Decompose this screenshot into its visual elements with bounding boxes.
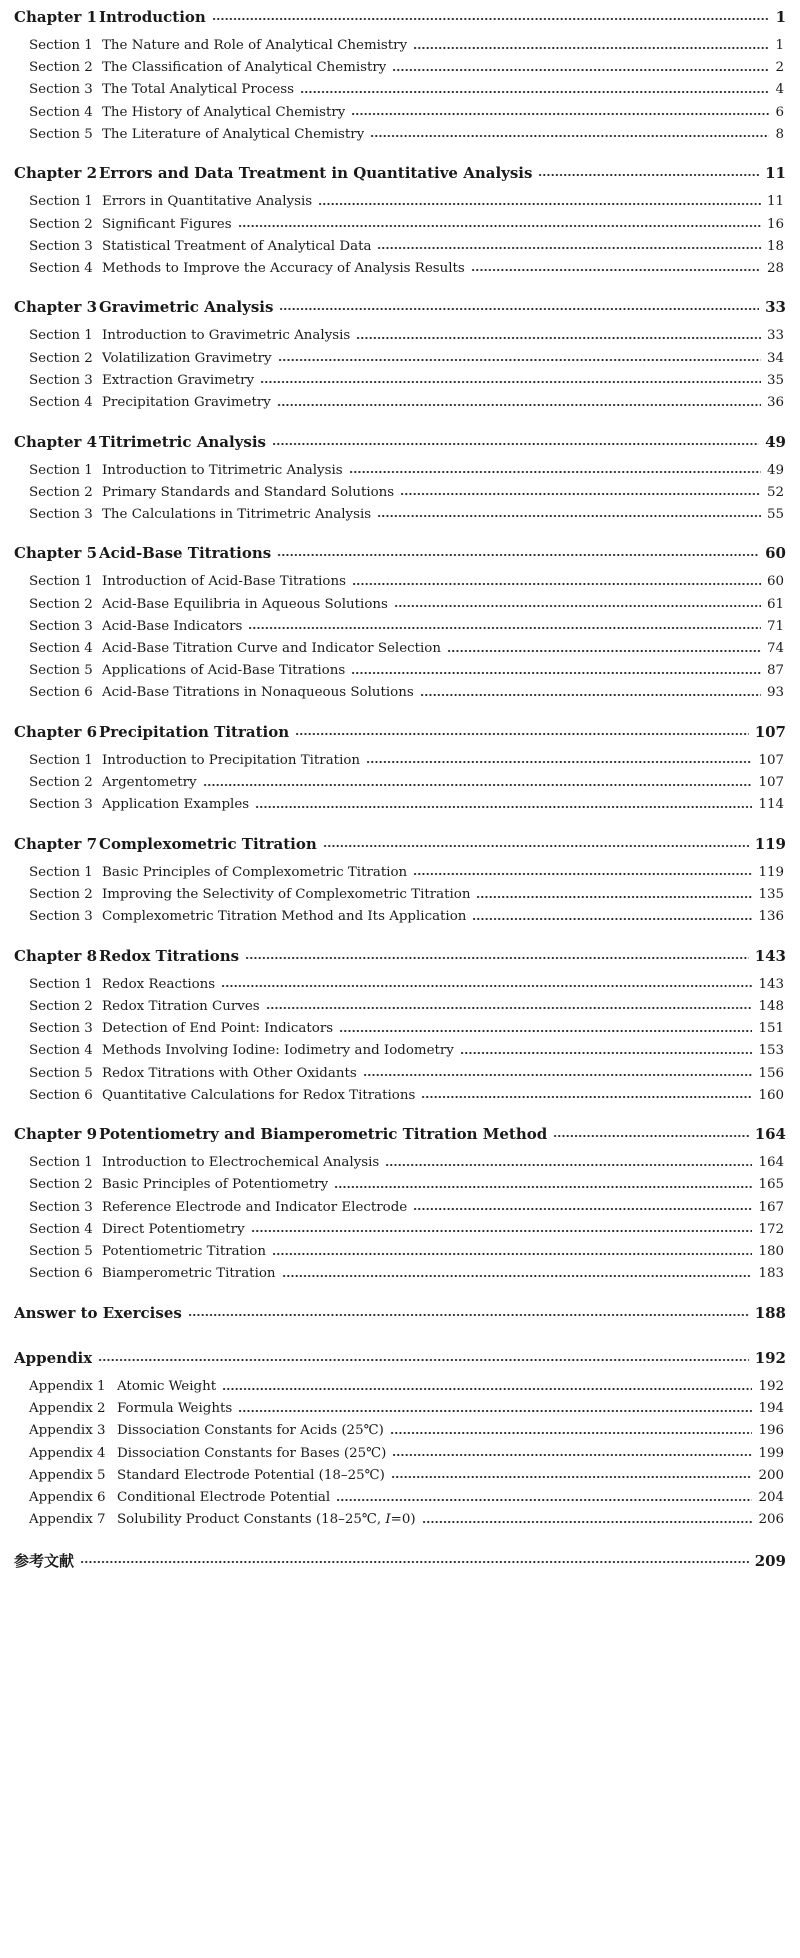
entry-number: Appendix 3: [29, 1423, 106, 1439]
page-number: 71: [766, 618, 784, 634]
dot-leader: [472, 917, 752, 921]
dot-leader: [400, 492, 761, 496]
entry-title: Biamperometric Titration: [102, 1266, 276, 1282]
dot-leader: [245, 956, 749, 960]
entry-title: Acid-Base Indicators: [102, 618, 243, 634]
dot-leader: [385, 1163, 752, 1167]
entry-title: Acid-Base Titration Curve and Indicator Selection: [102, 641, 441, 656]
entry-number: Section 6: [29, 1087, 93, 1103]
toc-section-entry[interactable]: [29, 38, 784, 53]
entry-number: Section 4: [29, 104, 93, 120]
dot-leader: [98, 1358, 748, 1362]
page-number: 18: [766, 238, 784, 254]
toc-section-entry[interactable]: [29, 194, 784, 209]
entry-title: Improving the Selectivity of Complexometric Titration: [102, 887, 471, 902]
dot-leader: [366, 760, 752, 764]
toc-section-entry[interactable]: [29, 1021, 784, 1036]
entry-number: Section 3: [29, 238, 93, 254]
entry-number: Chapter 9: [14, 1125, 98, 1144]
dot-leader: [460, 1051, 753, 1055]
page-number: 194: [758, 1401, 784, 1417]
toc-section-entry[interactable]: [29, 1043, 784, 1058]
toc-appendix-entry[interactable]: [29, 1468, 784, 1483]
entry-title: Errors in Quantitative Analysis: [102, 194, 313, 210]
page-number: 188: [754, 1303, 786, 1322]
page-number: 93: [766, 685, 784, 701]
dot-leader: [421, 1095, 752, 1099]
entry-title: Introduction to Titrimetric Analysis: [102, 462, 343, 478]
toc-section-entry[interactable]: [29, 619, 784, 634]
dot-leader: [221, 984, 752, 988]
page-number: 183: [758, 1266, 784, 1282]
entry-number: Section 2: [29, 484, 93, 500]
page-number: 107: [754, 722, 786, 741]
toc-section-entry[interactable]: [29, 999, 784, 1014]
page-number: 165: [758, 1177, 784, 1193]
toc-section-entry[interactable]: [29, 217, 784, 232]
entry-title: Redox Titrations with Other Oxidants: [102, 1065, 357, 1081]
entry-title: Introduction to Gravimetric Analysis: [102, 328, 351, 344]
page-number: 33: [765, 298, 786, 317]
entry-number: Chapter 2: [14, 164, 98, 183]
entry-number: Section 1: [29, 194, 93, 210]
page-number: 4: [775, 82, 784, 98]
toc-section-entry[interactable]: [29, 127, 784, 142]
page-number: 55: [766, 506, 784, 522]
page-number: 35: [766, 372, 784, 388]
entry-number: Appendix 6: [29, 1490, 106, 1505]
toc-chapter-entry[interactable]: [14, 1304, 786, 1322]
entry-title: Solubility Product Constants (18–25℃, I=0): [117, 1512, 416, 1528]
entry-title: Argentometry: [102, 775, 197, 791]
page-number: 74: [766, 641, 784, 656]
dot-leader: [413, 46, 769, 50]
entry-title: The Classification of Analytical Chemistry: [102, 60, 387, 76]
dot-leader: [377, 514, 761, 518]
toc-section-entry[interactable]: [29, 597, 784, 612]
dot-leader: [413, 1207, 752, 1211]
toc-section-entry[interactable]: [29, 753, 784, 768]
entry-number: Section 6: [29, 1266, 93, 1282]
entry-title: Gravimetric Analysis: [99, 298, 274, 317]
entry-title: Primary Standards and Standard Solutions: [102, 484, 395, 500]
dot-leader: [352, 582, 761, 586]
entry-title: Basic Principles of Potentiometry: [102, 1177, 329, 1193]
toc-chapter-entry[interactable]: [14, 433, 786, 451]
entry-title: Introduction of Acid-Base Titrations: [102, 574, 346, 590]
toc-appendix-entry[interactable]: [29, 1512, 784, 1527]
page-number: 60: [765, 544, 786, 563]
toc-section-entry[interactable]: [29, 1066, 784, 1081]
entry-number: Section 2: [29, 60, 93, 76]
dot-leader: [266, 1006, 753, 1010]
toc-chapter-entry[interactable]: [14, 8, 786, 26]
entry-title: Answer to Exercises: [14, 1303, 182, 1322]
page-number: 135: [758, 887, 784, 902]
toc-appendix-entry[interactable]: [29, 1423, 784, 1438]
dot-leader: [390, 1431, 753, 1435]
toc-section-entry[interactable]: [29, 574, 784, 589]
toc-chapter-entry[interactable]: [14, 164, 786, 182]
entry-number: Section 1: [29, 38, 93, 53]
toc-section-entry[interactable]: [29, 641, 784, 656]
toc-section-entry[interactable]: [29, 239, 784, 254]
toc-chapter-entry[interactable]: [14, 1125, 786, 1143]
entry-title: 参考文献: [14, 1551, 75, 1570]
entry-number: Section 2: [29, 887, 93, 902]
dot-leader: [277, 553, 759, 557]
dot-leader: [278, 358, 761, 362]
dot-leader: [349, 470, 761, 474]
entry-title: Introduction to Precipitation Titration: [102, 752, 361, 768]
dot-leader: [255, 805, 752, 809]
entry-title: Dissociation Constants for Bases (25℃): [117, 1445, 387, 1461]
entry-number: Section 1: [29, 1155, 93, 1171]
page-number: 1: [775, 38, 784, 53]
entry-title: Precipitation Gravimetry: [102, 395, 271, 410]
page-number: 200: [758, 1467, 784, 1483]
entry-number: Chapter 1: [14, 8, 98, 26]
entry-number: Section 1: [29, 328, 93, 344]
dot-leader: [203, 783, 753, 787]
dot-leader: [260, 380, 761, 384]
page-number: 151: [758, 1021, 784, 1037]
entry-title: Basic Principles of Complexometric Titration: [102, 864, 408, 880]
entry-number: Section 1: [29, 864, 93, 880]
dot-leader: [422, 1520, 753, 1524]
entry-title: Acid-Base Titrations in Nonaqueous Solutions: [102, 685, 414, 701]
toc-section-entry[interactable]: [29, 1222, 784, 1237]
entry-title: Reference Electrode and Indicator Electrode: [102, 1199, 408, 1215]
dot-leader: [295, 732, 749, 736]
page-number: 180: [758, 1244, 784, 1259]
entry-title: Atomic Weight: [117, 1379, 217, 1394]
page-number: 119: [754, 834, 786, 853]
entry-title: Complexometric Titration Method and Its Application: [102, 909, 467, 925]
page-number: 6: [775, 104, 784, 120]
entry-number: Section 4: [29, 1043, 93, 1059]
dot-leader: [553, 1134, 748, 1138]
page-number: 143: [754, 946, 786, 965]
entry-title: Standard Electrode Potential (18–25℃): [117, 1467, 385, 1483]
entry-number: Section 2: [29, 775, 93, 791]
entry-title: Statistical Treatment of Analytical Data: [102, 238, 372, 254]
page-number: 192: [758, 1379, 784, 1394]
entry-title: Potentiometry and Biamperometric Titration Method: [99, 1125, 548, 1144]
dot-leader: [339, 1029, 752, 1033]
entry-number: Section 3: [29, 82, 93, 98]
entry-title: Detection of End Point: Indicators: [102, 1021, 334, 1037]
page-number: 16: [766, 216, 784, 232]
entry-number: Section 3: [29, 506, 93, 522]
entry-number: Section 1: [29, 752, 93, 768]
entry-number: Section 3: [29, 1199, 93, 1215]
toc-appendix-entry[interactable]: [29, 1379, 784, 1394]
dot-leader: [80, 1560, 749, 1564]
dot-leader: [391, 1475, 753, 1479]
entry-title: Conditional Electrode Potential: [117, 1490, 331, 1505]
toc-section-entry[interactable]: [29, 328, 784, 343]
dot-leader: [351, 112, 769, 116]
entry-number: Section 4: [29, 260, 93, 276]
toc-section-entry[interactable]: [29, 865, 784, 880]
dot-leader: [370, 134, 769, 138]
entry-title: Extraction Gravimetry: [102, 372, 255, 388]
entry-title: Application Examples: [102, 797, 250, 813]
page-number: 167: [758, 1199, 784, 1215]
entry-number: Section 2: [29, 998, 93, 1014]
page-number: 209: [754, 1551, 786, 1570]
toc-section-entry[interactable]: [29, 1266, 784, 1281]
page-number: 87: [766, 663, 784, 679]
entry-number: Section 1: [29, 462, 93, 478]
dot-leader: [392, 1453, 752, 1457]
toc-section-entry[interactable]: [29, 775, 784, 790]
toc-section-entry[interactable]: [29, 261, 784, 276]
toc-section-entry[interactable]: [29, 1244, 784, 1259]
entry-number: Section 3: [29, 372, 93, 388]
dot-leader: [377, 246, 761, 250]
toc-section-entry[interactable]: [29, 485, 784, 500]
toc-chapter-entry[interactable]: [14, 835, 786, 853]
page-number: 160: [758, 1087, 784, 1103]
page-number: 2: [775, 60, 784, 76]
entry-title: Introduction to Electrochemical Analysis: [102, 1155, 380, 1171]
dot-leader: [300, 90, 769, 94]
page-number: 60: [766, 574, 784, 590]
entry-title: Errors and Data Treatment in Quantitative Analysis: [99, 164, 533, 183]
toc-section-entry[interactable]: [29, 1177, 784, 1192]
entry-number: Chapter 4: [14, 432, 98, 451]
dot-leader: [238, 1409, 752, 1413]
page-number: 49: [766, 462, 784, 478]
page-number: 107: [758, 752, 784, 768]
entry-number: Section 5: [29, 663, 93, 679]
toc-section-entry[interactable]: [29, 1200, 784, 1215]
dot-leader: [222, 1387, 752, 1391]
dot-leader: [538, 173, 759, 177]
page-number: 36: [766, 395, 784, 410]
page-number: 119: [758, 864, 784, 880]
entry-number: Section 4: [29, 1221, 93, 1237]
entry-title: Formula Weights: [117, 1401, 233, 1417]
entry-number: Section 2: [29, 216, 93, 232]
dot-leader: [238, 224, 761, 228]
entry-number: Appendix 4: [29, 1445, 106, 1461]
entry-number: Chapter 6: [14, 722, 98, 741]
entry-number: Section 3: [29, 1021, 93, 1037]
toc-chapter-entry[interactable]: [14, 723, 786, 741]
page-number: 28: [766, 260, 784, 276]
entry-title: Precipitation Titration: [99, 722, 290, 741]
dot-leader: [413, 872, 752, 876]
page-number: 34: [766, 350, 784, 366]
toc-chapter-entry[interactable]: [14, 1550, 786, 1571]
dot-leader: [363, 1073, 753, 1077]
dot-leader: [318, 202, 761, 206]
dot-leader: [336, 1498, 752, 1502]
entry-title: Methods to Improve the Accuracy of Analysis Results: [102, 260, 465, 276]
toc-chapter-entry[interactable]: [14, 298, 786, 316]
entry-title: Applications of Acid-Base Titrations: [102, 663, 346, 679]
entry-title: Acid-Base Equilibria in Aqueous Solutions: [102, 596, 388, 612]
entry-number: Section 2: [29, 1177, 93, 1193]
toc-chapter-entry[interactable]: [14, 1349, 786, 1367]
entry-number: Section 1: [29, 574, 93, 590]
toc-appendix-entry[interactable]: [29, 1401, 784, 1416]
toc-chapter-entry[interactable]: [14, 544, 786, 562]
entry-title: The Total Analytical Process: [102, 82, 295, 98]
entry-title: Introduction: [99, 8, 206, 26]
dot-leader: [277, 403, 761, 407]
entry-number: Section 3: [29, 618, 93, 634]
toc-section-entry[interactable]: [29, 463, 784, 478]
entry-number: Section 2: [29, 350, 93, 366]
dot-leader: [471, 268, 761, 272]
entry-number: Chapter 8: [14, 946, 98, 965]
entry-title: Redox Titrations: [99, 946, 240, 965]
dot-leader: [212, 17, 770, 21]
page-number: 49: [765, 432, 786, 451]
entry-number: Chapter 7: [14, 834, 98, 853]
entry-number: Section 5: [29, 126, 93, 142]
dot-leader: [279, 307, 759, 311]
entry-title: Direct Potentiometry: [102, 1221, 245, 1237]
page-number: 148: [758, 998, 784, 1014]
toc-section-entry[interactable]: [29, 797, 784, 812]
page-number: 107: [758, 775, 784, 791]
dot-leader: [476, 895, 752, 899]
entry-number: Section 3: [29, 797, 93, 813]
entry-title: Redox Titration Curves: [102, 998, 260, 1014]
entry-title: Significant Figures: [102, 216, 232, 232]
entry-number: Chapter 3: [14, 298, 98, 317]
entry-number: Appendix 2: [29, 1401, 106, 1417]
page-number: 206: [758, 1512, 784, 1528]
toc-chapter-entry[interactable]: [14, 947, 786, 965]
toc-section-entry[interactable]: [29, 1155, 784, 1170]
page-number: 153: [758, 1043, 784, 1059]
entry-title: Methods Involving Iodine: Iodimetry and Iodometry: [102, 1043, 454, 1059]
entry-title: Appendix: [14, 1349, 93, 1367]
dot-leader: [282, 1274, 753, 1278]
entry-title: The Nature and Role of Analytical Chemistry: [102, 38, 408, 53]
toc-section-entry[interactable]: [29, 887, 784, 902]
dot-leader: [251, 1229, 753, 1233]
entry-number: Section 4: [29, 641, 93, 656]
toc-section-entry[interactable]: [29, 909, 784, 924]
entry-title: Titrimetric Analysis: [99, 432, 266, 451]
page-number: 33: [766, 328, 784, 344]
page-number: 136: [758, 909, 784, 925]
page-number: 199: [758, 1445, 784, 1461]
dot-leader: [272, 1252, 752, 1256]
entry-number: Appendix 5: [29, 1467, 106, 1483]
entry-title: Volatilization Gravimetry: [102, 350, 272, 366]
page-number: 11: [766, 194, 784, 210]
entry-number: Section 4: [29, 395, 93, 410]
page-number: 1: [775, 8, 786, 26]
page-number: 204: [758, 1490, 784, 1505]
page-number: 8: [775, 126, 784, 142]
dot-leader: [356, 336, 761, 340]
toc-section-entry[interactable]: [29, 685, 784, 700]
toc-section-entry[interactable]: [29, 351, 784, 366]
toc-section-entry[interactable]: [29, 60, 784, 75]
toc-appendix-entry[interactable]: [29, 1446, 784, 1461]
dot-leader: [323, 844, 749, 848]
page-number: 143: [758, 976, 784, 992]
toc-section-entry[interactable]: [29, 373, 784, 388]
dot-leader: [248, 626, 761, 630]
dot-leader: [394, 604, 761, 608]
page-number: 164: [758, 1155, 784, 1171]
entry-title: Acid-Base Titrations: [99, 544, 272, 563]
page-number: 156: [758, 1065, 784, 1081]
entry-title: Redox Reactions: [102, 976, 216, 992]
toc-appendix-entry[interactable]: [29, 1490, 784, 1505]
entry-number: Appendix 7: [29, 1512, 106, 1528]
toc-section-entry[interactable]: [29, 1088, 784, 1103]
page-number: 192: [754, 1349, 786, 1367]
dot-leader: [188, 1313, 749, 1317]
dot-leader: [420, 693, 761, 697]
toc-section-entry[interactable]: [29, 82, 784, 97]
dot-leader: [334, 1185, 752, 1189]
page-number: 172: [758, 1221, 784, 1237]
entry-number: Section 5: [29, 1244, 93, 1259]
page-number: 52: [766, 484, 784, 500]
entry-number: Section 5: [29, 1065, 93, 1081]
entry-title: The History of Analytical Chemistry: [102, 104, 346, 120]
toc-section-entry[interactable]: [29, 663, 784, 678]
entry-title: Quantitative Calculations for Redox Titrations: [102, 1087, 416, 1103]
entry-title: Complexometric Titration: [99, 834, 317, 853]
dot-leader: [447, 649, 761, 653]
page-number: 114: [758, 797, 784, 813]
entry-number: Chapter 5: [14, 544, 98, 563]
page-number: 11: [765, 164, 786, 183]
page-number: 61: [766, 596, 784, 612]
entry-number: Appendix 1: [29, 1379, 106, 1394]
toc-section-entry[interactable]: [29, 395, 784, 410]
dot-leader: [272, 442, 759, 446]
entry-number: Section 3: [29, 909, 93, 925]
entry-number: Section 1: [29, 976, 93, 992]
page-number: 196: [758, 1423, 784, 1439]
toc-section-entry[interactable]: [29, 105, 784, 120]
page-number: 164: [754, 1125, 786, 1144]
entry-title: Potentiometric Titration: [102, 1244, 266, 1259]
toc-section-entry[interactable]: [29, 507, 784, 522]
entry-title: The Calculations in Titrimetric Analysis: [102, 506, 372, 522]
entry-number: Section 2: [29, 596, 93, 612]
entry-title: The Literature of Analytical Chemistry: [102, 126, 365, 142]
entry-title: Dissociation Constants for Acids (25℃): [117, 1423, 384, 1439]
dot-leader: [351, 671, 761, 675]
entry-number: Section 6: [29, 685, 93, 701]
dot-leader: [392, 68, 769, 72]
toc-section-entry[interactable]: [29, 977, 784, 992]
